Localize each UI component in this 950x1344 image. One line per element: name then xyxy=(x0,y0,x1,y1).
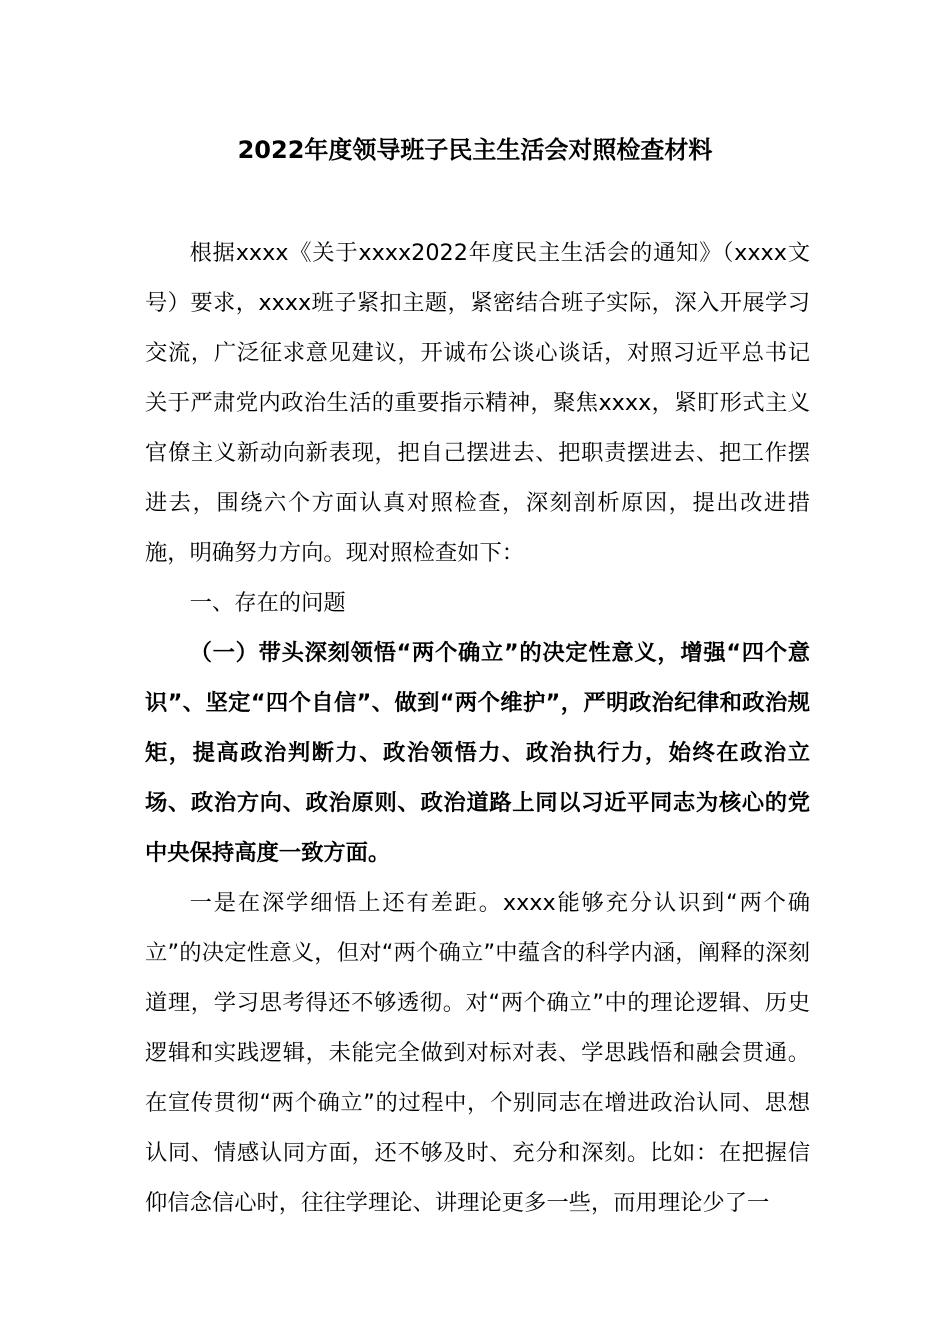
point-one-paragraph: 一是在深学细悟上还有差距。xxxx能够充分认识到“两个确立”的决定性意义，但对“两个确立”中蕴含的科学内涵，阐释的深刻道理，学习思考得还不够透彻。对“两个确立”中的理论逻辑、历史逻辑和实践逻辑，未能完全做到对标对表、学思践悟和融会贯通。在宣传贯彻“两个确立”的过程中，个别同志在增进政治认同、思想认同、情感认同方面，还不够及时、充分和深刻。比如：在把握信仰信念信心时，往往学理论、讲理论更多一些，而用理论少了一 xyxy=(145,890,810,1216)
document-body xyxy=(145,228,810,1228)
intro-paragraph: 根据xxxx《关于xxxx2022年度民主生活会的通知》（xxxx文号）要求，xxxx班子紧扣主题，紧密结合班子实际，深入开展学习交流，广泛征求意见建议，开诚布公谈心谈话，对照习近平总书记关于严肃党内政治生活的重要指示精神，聚焦xxxx，紧盯形式主义官僚主义新动向新表现，把自己摆进去、把职责摆进去、把工作摆进去，围绕六个方面认真对照检查，深刻剖析原因，提出改进措施，明确努力方向。现对照检查如下： xyxy=(145,240,810,566)
section-heading-problems: 一、存在的问题 xyxy=(189,590,346,616)
subsection-heading-one: （一）带头深刻领悟“两个确立”的决定性意义，增强“四个意识”、坚定“四个自信”、做到“两个维护”，严明政治纪律和政治规矩，提高政治判断力、政治领悟力、政治执行力，始终在政治立场、政治方向、政治原则、政治道路上同以习近平同志为核心的党中央保持高度一致方面。 xyxy=(145,640,810,866)
document-title: 2022年度领导班子民主生活会对照检查材料 xyxy=(237,136,713,164)
